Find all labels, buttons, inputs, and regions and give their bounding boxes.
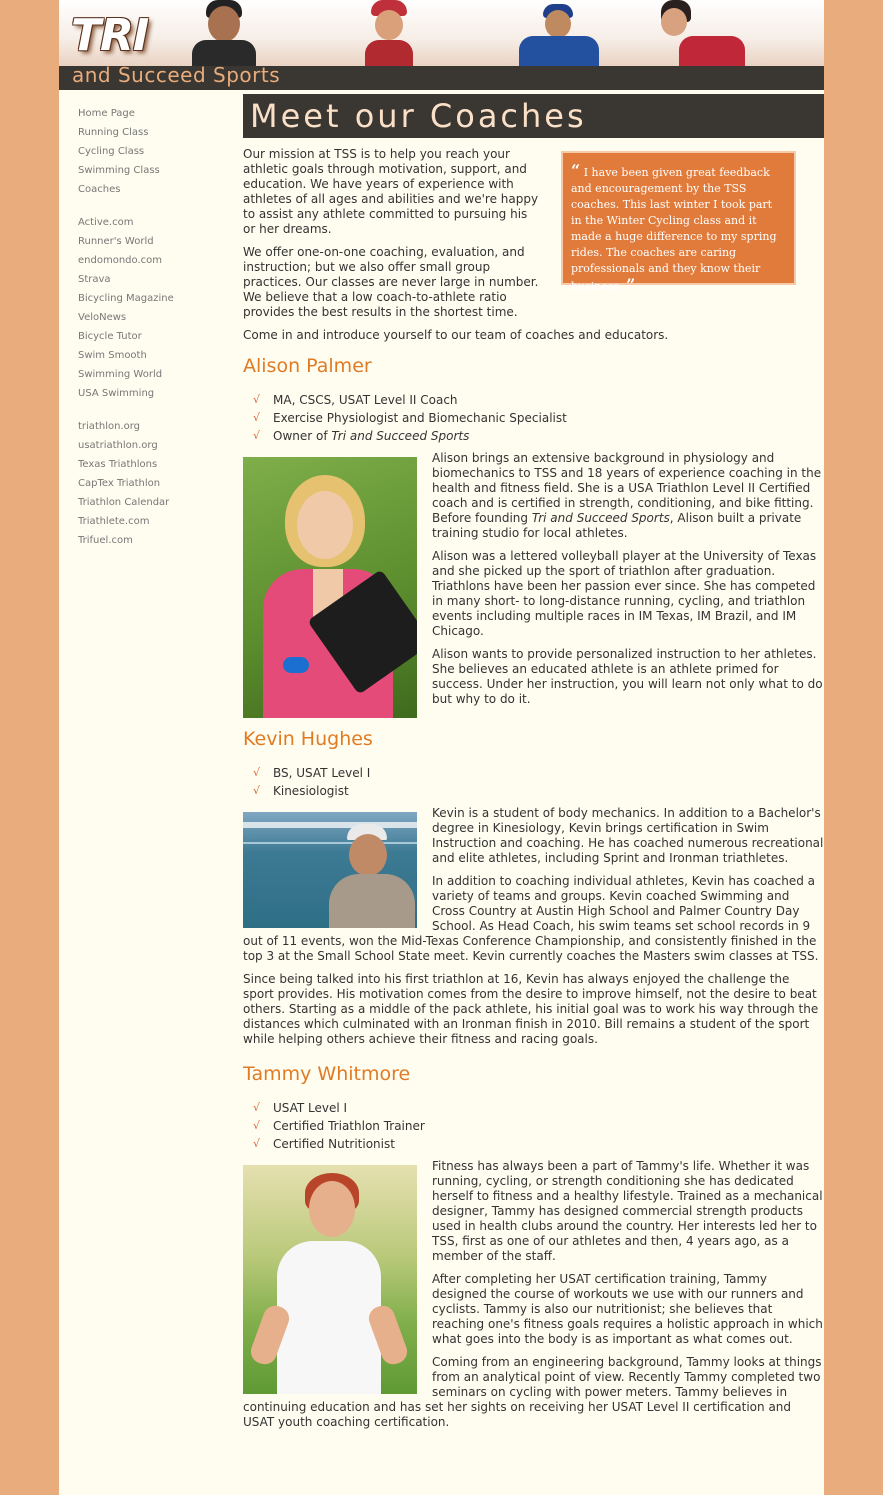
intro-paragraph: Come in and introduce yourself to our team of coaches and educators.: [243, 328, 669, 342]
page-title: Meet our Coaches: [243, 94, 824, 138]
check-icon: √: [253, 1119, 261, 1132]
coach-name-tammy: Tammy Whitmore: [243, 1063, 411, 1085]
nav-resources: [78, 213, 228, 403]
credential-item: √ Exercise Physiologist and Biomechanic Specialist: [253, 411, 567, 425]
nav-link-triathlon-org[interactable]: triathlon.org: [78, 421, 141, 432]
check-icon: √: [253, 411, 261, 424]
nav-link-usatriathlon[interactable]: usatriathlon.org: [78, 440, 158, 451]
athlete-runner-image: [499, 0, 609, 66]
coach-bio-paragraph: Fitness has always been a part of Tammy's life. Whether it was running, cycling, or strength conditioning she has dedicated herself to fitness and a healthy lifestyle. Trained as a mechanical designer, Tammy has designed commercial strength products used in health clubs around the country. Her interests led her to TSS, first as one of our athletes and then, 4 years ago, as a member of the staff.: [432, 1159, 823, 1263]
coach-bio-paragraph: Alison wants to provide personalized instruction to her athletes. She believes an educated athlete is an athlete primed for success. Under her instruction, you will learn not only what to do but why to do it.: [432, 647, 823, 706]
open-quote-icon: “: [571, 161, 581, 180]
nav-running-class[interactable]: Running Class: [78, 127, 149, 138]
nav-link-swim-smooth[interactable]: Swim Smooth: [78, 350, 147, 361]
nav-link-triathlon-calendar[interactable]: Triathlon Calendar: [78, 497, 170, 508]
coach-photo-alison: [243, 457, 417, 718]
testimonial-quote: [563, 153, 794, 294]
credential-item: √ Certified Triathlon Trainer: [253, 1119, 425, 1133]
logo-tagline: and Succeed Sports: [72, 63, 281, 87]
nav-link-swimming-world[interactable]: Swimming World: [78, 369, 163, 380]
coach-bio-paragraph: Alison brings an extensive background in physiology and biomechanics to TSS and 18 years of experience coaching in the health and fitness field. She is a USA Triathlon Level II Certified coach and is certified in strength, conditioning, and bike fitting. Before founding Tri and Succeed Sports, Alison built a private training studio for local athletes.: [432, 451, 822, 540]
credential-item: √ Certified Nutritionist: [253, 1137, 395, 1151]
athlete-runner-woman-image: [649, 0, 749, 66]
nav-cycling-class[interactable]: Cycling Class: [78, 146, 145, 157]
site-header: [59, 0, 824, 90]
intro-section: [243, 147, 824, 343]
credential-item: √ BS, USAT Level I: [253, 766, 371, 780]
coach-credentials: [243, 391, 824, 445]
nav-link-velonews[interactable]: VeloNews: [78, 312, 127, 323]
nav-coaches[interactable]: Coaches: [78, 184, 121, 195]
credential-item: √ Owner of Tri and Succeed Sports: [253, 429, 470, 443]
coach-credentials: [243, 764, 824, 800]
nav-triathlon: [78, 417, 228, 550]
nav-home[interactable]: Home Page: [78, 108, 135, 119]
close-quote-icon: ”: [626, 275, 636, 294]
nav-link-bicycling-magazine[interactable]: Bicycling Magazine: [78, 293, 174, 304]
athlete-cyclist-image: [359, 0, 419, 66]
coach-bio-paragraph: After completing her USAT certification training, Tammy designed the course of workouts we use with our runners and cyclists. Tammy is also our nutritionist; she believes that reaching one's fitness goals requires a holistic approach in which what goes into the body is as important as what comes out.: [432, 1272, 823, 1346]
check-icon: √: [253, 1137, 261, 1150]
check-icon: √: [253, 766, 261, 779]
check-icon: √: [253, 1101, 261, 1114]
nav-link-captex[interactable]: CapTex Triathlon: [78, 478, 161, 489]
nav-link-triathlete[interactable]: Triathlete.com: [78, 516, 150, 527]
coach-name-alison: Alison Palmer: [243, 355, 372, 377]
nav-link-texas-triathlons[interactable]: Texas Triathlons: [78, 459, 158, 470]
intro-paragraph: We offer one-on-one coaching, evaluation, and instruction; but we also offer small group practices. Our classes are never large in number. We believe that a low coach-to-athlete ratio provides the best results in the shortest time.: [243, 245, 539, 319]
credential-item: √ USAT Level I: [253, 1101, 348, 1115]
nav-link-active[interactable]: Active.com: [78, 217, 134, 228]
logo[interactable]: TRI: [71, 10, 149, 61]
sidebar: [78, 104, 228, 564]
nav-link-runners-world[interactable]: Runner's World: [78, 236, 154, 247]
coach-bio-paragraph: Since being talked into his first triathlon at 16, Kevin has always enjoyed the challenge the sport provides. His motivation comes from the desire to improve himself, not the desire to beat others. Starting as a middle of the pack athlete, his initial goal was to work his way through the distances which culminated with an Ironman finish in 2010. Bill remains a student of the sport while helping others achieve their fitness and racing goals.: [243, 972, 819, 1046]
coach-photo-tammy: [243, 1165, 417, 1394]
athlete-swimmer-image: [184, 0, 264, 66]
credential-item: √ MA, CSCS, USAT Level II Coach: [253, 393, 458, 407]
intro-paragraph: Our mission at TSS is to help you reach your athletic goals through motivation, support, and education. We have years of experience with athletes of all ages and abilities and we're happy to assist any athlete committed to pursuing his or her dreams.: [243, 147, 539, 236]
coach-credentials: [243, 1099, 824, 1153]
coach-photo-kevin: [243, 812, 417, 928]
coach-name-kevin: Kevin Hughes: [243, 728, 373, 750]
nav-link-strava[interactable]: Strava: [78, 274, 111, 285]
credential-item: √ Kinesiologist: [253, 784, 349, 798]
check-icon: √: [253, 784, 261, 797]
main-content: [243, 94, 824, 1438]
coach-bio-paragraph: In addition to coaching individual athletes, Kevin has coached a variety of teams and groups. Kevin coached Swimming and Cross Country at Austin High School and Palmer Country Day School. As Head Coach, his swim teams set school records in 9 out of 11 events, won the Mid-Texas Conference Championship, and consistently finished in the top 3 at the Small School State meet. Kevin currently coaches the Masters swim classes at TSS.: [243, 874, 819, 963]
nav-link-trifuel[interactable]: Trifuel.com: [78, 535, 133, 546]
coach-bio-paragraph: Coming from an engineering background, Tammy looks at things from an analytical point of view. Recently Tammy completed two seminars on cycling with power meters. Tammy believes in continuing education and has set her sights on receiving her USAT Level II certification and USAT youth coaching certification.: [243, 1355, 822, 1429]
nav-link-endomondo[interactable]: endomondo.com: [78, 255, 162, 266]
coach-bio-paragraph: Alison was a lettered volleyball player at the University of Texas and she picked up the sport of triathlon after graduation. Triathlons have been her passion ever since. She has competed in many short- to long-distance running, cycling, and triathlon events including multiple races in IM Texas, IM Brazil, and IM Chicago.: [432, 549, 817, 638]
nav-link-usa-swimming[interactable]: USA Swimming: [78, 388, 155, 399]
check-icon: √: [253, 393, 261, 406]
nav-link-bicycle-tutor[interactable]: Bicycle Tutor: [78, 331, 142, 342]
page: [59, 0, 824, 1495]
coach-bio-paragraph: Kevin is a student of body mechanics. In addition to a Bachelor's degree in Kinesiology, Kevin brings certification in Swim Instruction and coaching. He has coached numerous recreational and elite athletes, including Sprint and Ironman triathletes.: [432, 806, 824, 865]
nav-site: [78, 104, 228, 199]
intro-text: [243, 147, 543, 320]
testimonial-text: I have been given great feedback and encouragement by the TSS coaches. This last winter I took part in the Winter Cycling class and it made a huge difference to my spring rides. The coaches are caring professionals and they know their business.: [571, 166, 777, 293]
nav-swimming-class[interactable]: Swimming Class: [78, 165, 160, 176]
check-icon: √: [253, 429, 261, 442]
